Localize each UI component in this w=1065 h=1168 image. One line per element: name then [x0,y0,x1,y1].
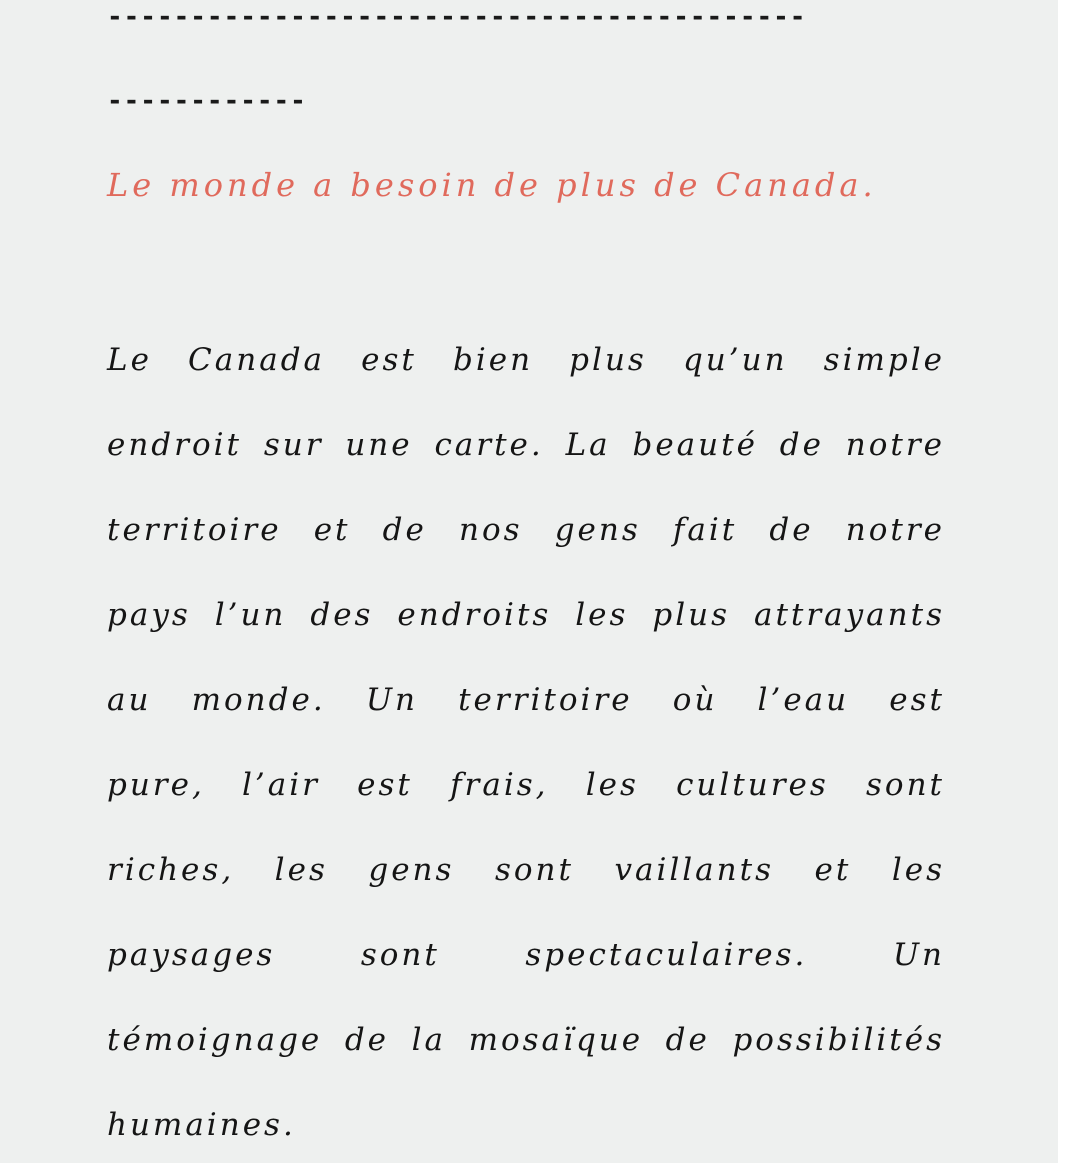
headline: Le monde a besoin de plus de Canada. [107,166,877,204]
divider-line: ------------------------------------------ [107,2,807,32]
divider-line-continuation: ------------ [107,86,307,116]
body-paragraph: Le Canada est bien plus qu’un simple endroit sur une carte. La beauté de notre territoire et de nos gens fait de notre pays l’un des endroits les plus attrayants au monde. Un territoire où l’eau est pure, l’air est frais, les cultures sont riches, les gens sont vaillants et les paysages sont spectaculaires. Un témoignage de la mosaïque de possibilités humaines. [107,342,945,1143]
